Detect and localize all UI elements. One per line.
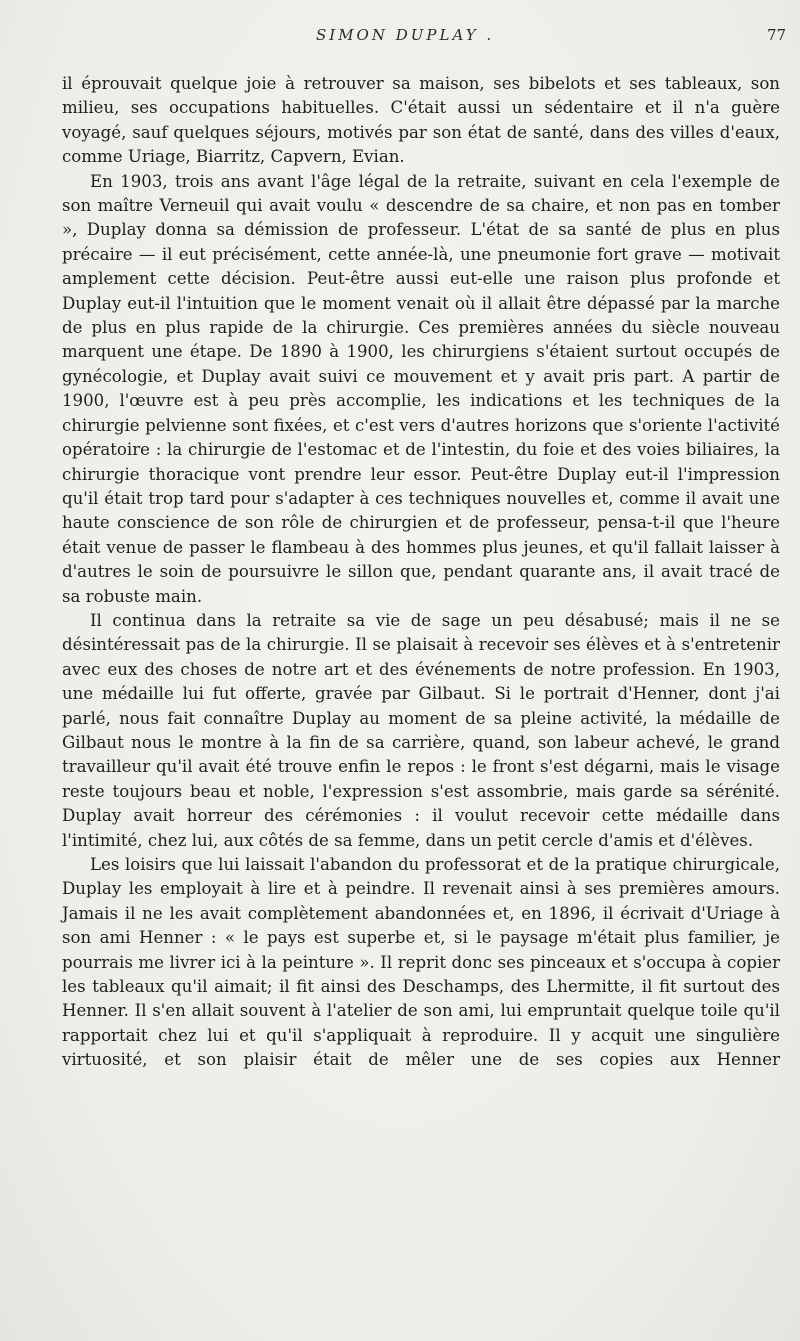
- paragraph: il éprouvait quelque joie à retrouver sa maison, ses bibelots et ses tableaux, son milieu, ses occupations habituelles. C'était aussi un sédentaire et il n'a guère voyagé, sauf quelques séjours, motivés par son état de santé, dans des villes d'eaux, comme Uriage, Biarritz, Capvern, Evian.: [62, 74, 780, 167]
- paragraph: Les loisirs que lui laissait l'abandon du professorat et de la pratique chirurgicale, Duplay les employait à lire et à peindre. Il revenait ainsi à ses premières amours. Jamais il ne les avait complètement abandonnées et, en 1896, il écrivait d'Uriage à son ami Henner : « le pays est superbe et, si le paysage m'était plus familier, je pourrais me livrer ici à la peinture ». Il reprit donc ses pinceaux et s'occupa à copier les tableaux qu'il aimait; il fit ainsi des Deschamps, des Lhermitte, il fit surtout des Henner. Il s'en allait souvent à l'atelier de son ami, lui empruntait quelque toile qu'il rapportait chez lui et qu'il s'appliquait à reproduire. Il y acquit une singulière virtuosité, et son plaisir était de mêler une de ses copies aux Henner: [62, 855, 780, 1070]
- running-title: SIMON DUPLAY .: [316, 26, 495, 44]
- page-number: 77: [767, 26, 787, 44]
- running-head: [0, 26, 800, 50]
- body-text: [62, 72, 780, 1073]
- paragraph: Il continua dans la retraite sa vie de sage un peu désabusé; mais il ne se désintéressait pas de la chirurgie. Il se plaisait à recevoir ses élèves et à s'entretenir avec eux des choses de notre art et des événements de notre profession. En 1903, une médaille lui fut offerte, gravée par Gilbaut. Si le portrait d'Henner, dont j'ai parlé, nous fait connaître Duplay au moment de sa pleine activité, la médaille de Gilbaut nous le montre à la fin de sa carrière, quand, son labeur achevé, le grand travailleur qu'il avait été trouve enfin le repos : le front s'est dégarni, mais le visage reste toujours beau et noble, l'expression s'est assombrie, mais garde sa sérénité. Duplay avait horreur des cérémonies : il voulut recevoir cette médaille dans l'intimité, chez lui, aux côtés de sa femme, dans un petit cercle d'amis et d'élèves.: [62, 610, 780, 850]
- paragraph: En 1903, trois ans avant l'âge légal de la retraite, suivant en cela l'exemple de son maître Verneuil qui avait voulu « descendre de sa chaire, et non pas en tomber », Duplay donna sa démission de professeur. L'état de sa santé de plus en plus précaire — il eut précisément, cette année-là, une pneumonie fort grave — motivait amplement cette décision. Peut-être aussi eut-elle une raison plus profonde et Duplay eut-il l'intuition que le moment venait où il allait être dépassé par la marche de plus en plus rapide de la chirurgie. Ces premières années du siècle nouveau marquent une étape. De 1890 à 1900, les chirurgiens s'étaient surtout occupés de gynécologie, et Duplay avait suivi ce mouvement et y avait pris part. A partir de 1900, l'œuvre est à peu près accomplie, les indications et les techniques de la chirurgie pelvienne sont fixées, et c'est vers d'autres horizons que s'oriente l'activité opératoire : la chirurgie de l'estomac et de l'intestin, du foie et des voies biliaires, la chirurgie thoracique vont prendre leur essor. Peut-être Duplay eut-il l'impression qu'il était trop tard pour s'adapter à ces techniques nouvelles et, comme il avait une haute conscience de son rôle de chirurgien et de professeur, pensa-t-il que l'heure était venue de passer le flambeau à des hommes plus jeunes, et qu'il fallait laisser à d'autres le soin de poursuivre le sillon que, pendant quarante ans, il avait tracé de sa robuste main.: [62, 171, 780, 606]
